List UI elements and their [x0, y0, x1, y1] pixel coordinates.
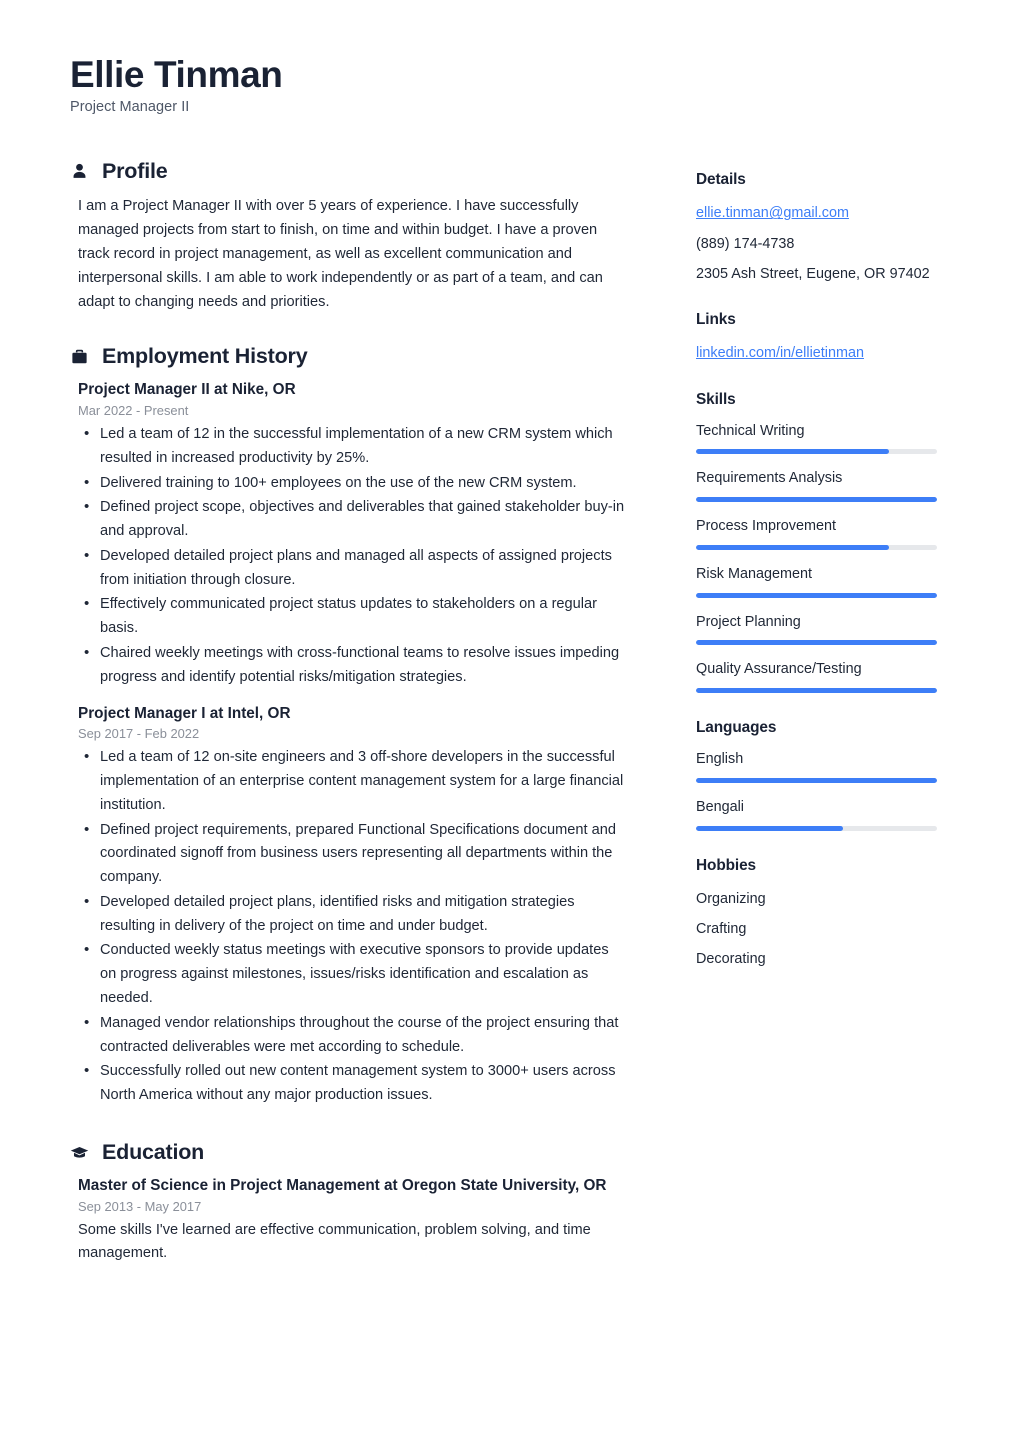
- phone-text: (889) 174-4738: [696, 235, 795, 252]
- graduation-cap-icon: [70, 1143, 89, 1162]
- list-item: • Defined project requirements, prepared Functional Specifications document and coordinated signoff from business users representing all departments within the company.: [78, 819, 626, 890]
- briefcase-icon: [70, 347, 89, 366]
- address-text: 2305 Ash Street, Eugene, OR 97402: [696, 266, 930, 283]
- skill-rating-fill: [696, 545, 889, 550]
- skill-rating-track: [696, 688, 937, 693]
- profile-text: I am a Project Manager II with over 5 years of experience. I have successfully managed projects from start to finish, on time and within budget. I have a proven track record in project management, as well as excellent communication and interpersonal skills. I am able to work independently or as part of a team, and can adapt to changing needs and priorities.: [78, 198, 603, 310]
- language-rating-fill: [696, 778, 937, 783]
- list-item: • Led a team of 12 in the successful implementation of a new CRM system which resulted in increased productivity by 25%.: [78, 423, 626, 471]
- skill-rating-track: [696, 640, 937, 645]
- list-item: • Effectively communicated project status updates to stakeholders on a regular basis.: [78, 593, 626, 641]
- main-column: [70, 159, 648, 1270]
- employment-body: [70, 380, 626, 1108]
- skill-label: Technical Writing: [696, 422, 805, 439]
- skill-rating-track: [696, 545, 937, 550]
- employment-heading: [70, 344, 626, 369]
- list-item: • Managed vendor relationships throughout the course of the project ensuring that contracted deliverables were met according to schedule.: [78, 1012, 626, 1060]
- candidate-job-title: Project Manager II: [70, 99, 190, 116]
- employment-entry-date: Mar 2022 - Present: [78, 402, 189, 418]
- skill-rating-fill: [696, 449, 889, 454]
- list-item: • Developed detailed project plans and managed all aspects of assigned projects from initiation through closure.: [78, 545, 626, 593]
- education-title: Education: [102, 1139, 205, 1164]
- section-employment: [70, 344, 626, 1108]
- sidebar-block-details: [696, 171, 960, 285]
- hobby-item: Crafting: [696, 920, 747, 937]
- education-body: [70, 1176, 626, 1266]
- employment-entry-bullets: [78, 746, 626, 1108]
- skill-item: [696, 517, 960, 550]
- list-item: • Defined project scope, objectives and deliverables that gained stakeholder buy-in and approval.: [78, 496, 626, 544]
- resume-header: [70, 54, 960, 115]
- employment-entry-date: Sep 2017 - Feb 2022: [78, 726, 200, 742]
- employment-title: Employment History: [102, 344, 308, 369]
- language-item: [696, 798, 960, 831]
- sidebar-block-hobbies: [696, 857, 960, 971]
- sidebar-column: [648, 159, 960, 996]
- skill-label: Requirements Analysis: [696, 470, 843, 487]
- skills-title: Skills: [696, 390, 736, 408]
- language-rating-track: [696, 826, 937, 831]
- hobby-item: Organizing: [696, 890, 766, 907]
- skill-rating-track: [696, 497, 937, 502]
- list-item: • Chaired weekly meetings with cross-functional teams to resolve issues impeding progress and identify potential risks/mitigation strategies.: [78, 642, 626, 690]
- skill-item: [696, 613, 960, 646]
- language-item: [696, 750, 960, 783]
- employment-entry-bullets: [78, 423, 626, 690]
- linkedin-link[interactable]: linkedin.com/in/ellietinman: [696, 345, 864, 362]
- employment-entry: [78, 704, 626, 1108]
- skill-item: [696, 469, 960, 502]
- hobby-item: Decorating: [696, 951, 766, 968]
- skill-label: Risk Management: [696, 565, 812, 582]
- employment-entry-title: Project Manager I at Intel, OR: [78, 704, 291, 722]
- skill-label: Quality Assurance/Testing: [696, 661, 862, 678]
- skill-item: [696, 565, 960, 598]
- profile-body: [70, 195, 626, 314]
- skill-rating-fill: [696, 640, 937, 645]
- spacer: [70, 1122, 626, 1140]
- education-heading: [70, 1140, 626, 1165]
- skill-item: [696, 660, 960, 693]
- section-profile: [70, 159, 626, 314]
- education-entry: [78, 1176, 626, 1266]
- employment-entry: [78, 380, 626, 689]
- education-entry-description: Some skills I've learned are effective communication, problem solving, and time management.: [78, 1221, 591, 1262]
- section-education: [70, 1140, 626, 1266]
- employment-entry-title: Project Manager II at Nike, OR: [78, 381, 296, 399]
- sidebar-block-languages: [696, 719, 960, 830]
- list-item: • Led a team of 12 on-site engineers and 3 off-shore developers in the successful implementation of an enterprise content management system for a large financial institution.: [78, 746, 626, 817]
- skill-rating-track: [696, 449, 937, 454]
- skill-rating-fill: [696, 593, 937, 598]
- languages-title: Languages: [696, 719, 777, 737]
- profile-heading: [70, 159, 626, 184]
- language-label: Bengali: [696, 798, 745, 815]
- skill-rating-fill: [696, 497, 937, 502]
- skill-item: [696, 422, 960, 455]
- list-item: • Delivered training to 100+ employees on the use of the new CRM system.: [78, 472, 626, 496]
- skill-rating-track: [696, 593, 937, 598]
- list-item: • Successfully rolled out new content management system to 3000+ users across North America without any major production issues.: [78, 1060, 626, 1108]
- resume-columns: [70, 159, 960, 1270]
- education-entry-date: Sep 2013 - May 2017: [78, 1198, 202, 1214]
- language-rating-fill: [696, 826, 843, 831]
- sidebar-block-skills: [696, 391, 960, 693]
- list-item: • Conducted weekly status meetings with executive sponsors to provide updates on progress against milestones, issues/risks identification and escalation as needed.: [78, 939, 626, 1010]
- links-title: Links: [696, 311, 736, 329]
- language-label: English: [696, 751, 744, 768]
- spacer: [70, 318, 626, 344]
- skill-rating-fill: [696, 688, 937, 693]
- education-entry-title: Master of Science in Project Management at Oregon State University, OR: [78, 1176, 607, 1194]
- email-link[interactable]: ellie.tinman@gmail.com: [696, 205, 849, 222]
- candidate-name: Ellie Tinman: [70, 54, 283, 95]
- sidebar-block-links: [696, 311, 960, 364]
- skill-label: Process Improvement: [696, 518, 836, 535]
- hobbies-title: Hobbies: [696, 856, 757, 874]
- skill-label: Project Planning: [696, 613, 801, 630]
- details-title: Details: [696, 171, 746, 189]
- profile-title: Profile: [102, 159, 168, 184]
- language-rating-track: [696, 778, 937, 783]
- person-icon: [70, 162, 89, 181]
- list-item: • Developed detailed project plans, identified risks and mitigation strategies resulting in delivery of the project on time and under budget.: [78, 891, 626, 939]
